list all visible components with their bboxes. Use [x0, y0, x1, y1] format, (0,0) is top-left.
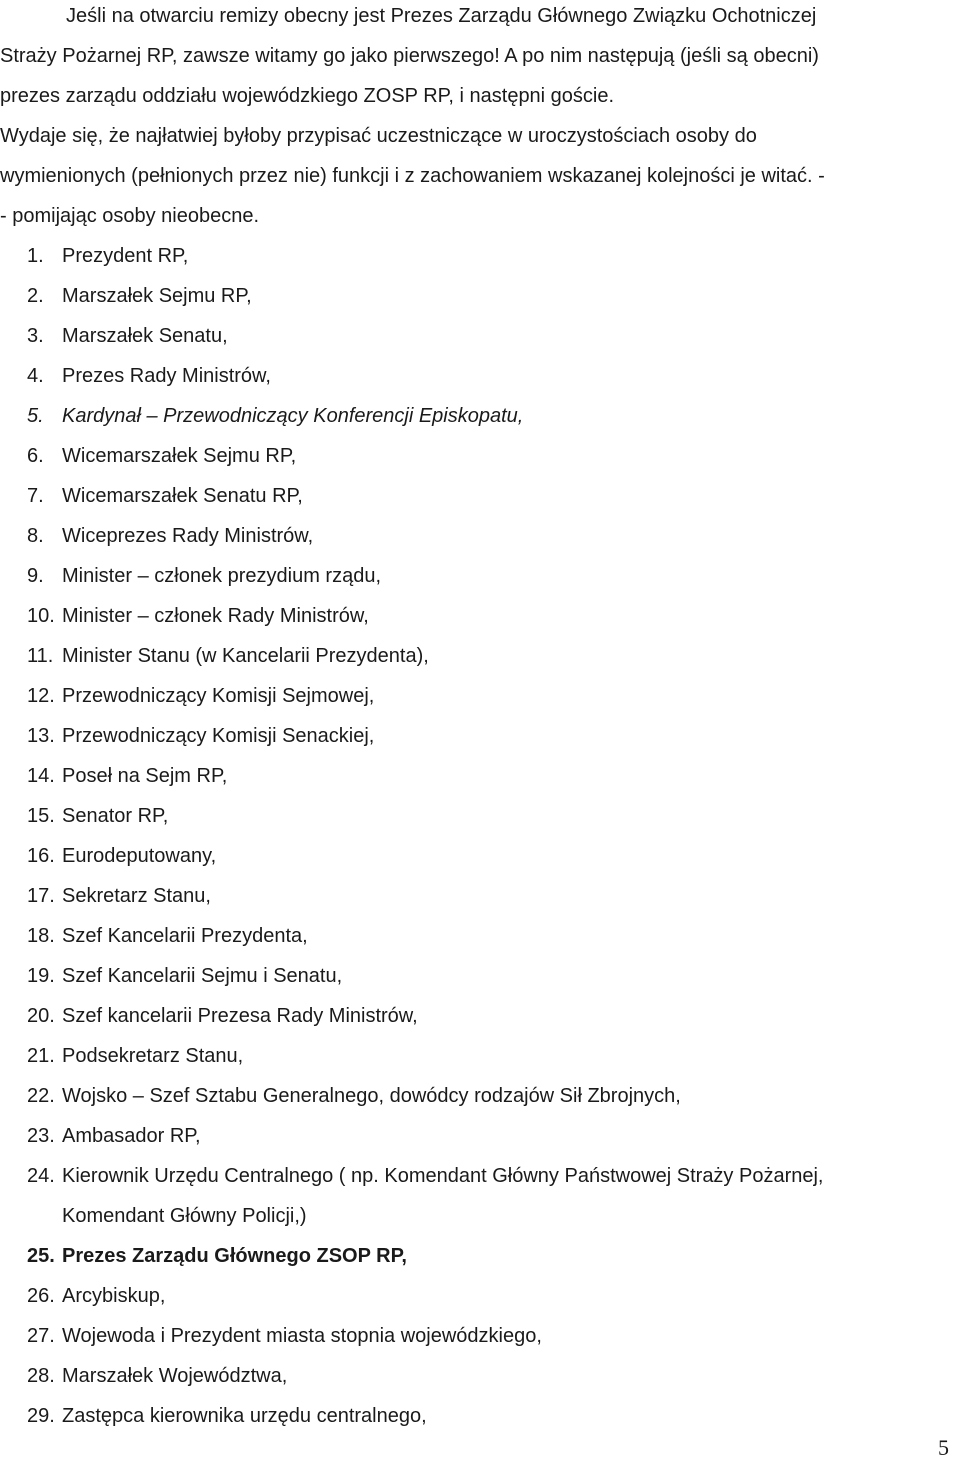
list-item: Marszałek Województwa,	[62, 1365, 288, 1387]
list-item: Zastępca kierownika urzędu centralnego,	[62, 1405, 427, 1427]
list-item-continuation: Komendant Główny Policji,)	[62, 1205, 307, 1227]
list-number: 8.	[27, 525, 44, 547]
list-number: 4.	[27, 365, 44, 387]
list-number: 1.	[27, 245, 44, 267]
list-number: 15.	[27, 805, 55, 827]
list-number: 14.	[27, 765, 55, 787]
list-number: 17.	[27, 885, 55, 907]
list-number: 26.	[27, 1285, 55, 1307]
list-number: 2.	[27, 285, 44, 307]
list-number: 28.	[27, 1365, 55, 1387]
list-number: 23.	[27, 1125, 55, 1147]
list-number: 3.	[27, 325, 44, 347]
intro-line: Wydaje się, że najłatwiej byłoby przypisać uczestniczące w uroczystościach osoby do	[0, 125, 757, 147]
list-item: Sekretarz Stanu,	[62, 885, 211, 907]
list-item: Wicemarszałek Sejmu RP,	[62, 445, 297, 467]
list-number: 16.	[27, 845, 55, 867]
list-item: Wojewoda i Prezydent miasta stopnia wojewódzkiego,	[62, 1325, 542, 1347]
list-item: Eurodeputowany,	[62, 845, 217, 867]
list-number: 18.	[27, 925, 55, 947]
intro-line: Jeśli na otwarciu remizy obecny jest Prezes Zarządu Głównego Związku Ochotniczej	[66, 5, 817, 27]
list-number: 9.	[27, 565, 44, 587]
list-item: Wojsko – Szef Sztabu Generalnego, dowódcy rodzajów Sił Zbrojnych,	[62, 1085, 681, 1107]
list-item: Prezes Zarządu Głównego ZSOP RP,	[62, 1245, 407, 1267]
list-number: 29.	[27, 1405, 55, 1427]
list-item: Arcybiskup,	[62, 1285, 166, 1307]
intro-line: - pomijając osoby nieobecne.	[0, 205, 260, 227]
intro-line: prezes zarządu oddziału wojewódzkiego ZOSP RP, i następni goście.	[0, 85, 615, 107]
list-number: 11.	[27, 645, 54, 667]
list-item: Kierownik Urzędu Centralnego ( np. Komendant Główny Państwowej Straży Pożarnej,	[62, 1165, 824, 1187]
list-number: 24.	[27, 1165, 55, 1187]
list-number: 27.	[27, 1325, 55, 1347]
list-number: 22.	[27, 1085, 55, 1107]
list-item: Szef Kancelarii Prezydenta,	[62, 925, 308, 947]
list-item: Wicemarszałek Senatu RP,	[62, 485, 303, 507]
list-number: 13.	[27, 725, 55, 747]
list-number: 21.	[27, 1045, 55, 1067]
list-item: Podsekretarz Stanu,	[62, 1045, 244, 1067]
list-item: Marszałek Sejmu RP,	[62, 285, 252, 307]
list-item: Kardynał – Przewodniczący Konferencji Episkopatu,	[62, 405, 524, 427]
list-item: Przewodniczący Komisji Senackiej,	[62, 725, 375, 747]
list-item: Przewodniczący Komisji Sejmowej,	[62, 685, 375, 707]
list-item: Minister – członek Rady Ministrów,	[62, 605, 369, 627]
list-item: Prezydent RP,	[62, 245, 189, 267]
list-item: Ambasador RP,	[62, 1125, 201, 1147]
list-number: 10.	[27, 605, 55, 627]
list-number: 20.	[27, 1005, 55, 1027]
list-item: Senator RP,	[62, 805, 169, 827]
list-number: 6.	[27, 445, 44, 467]
list-number: 5.	[27, 405, 44, 427]
list-item: Minister Stanu (w Kancelarii Prezydenta),	[62, 645, 429, 667]
list-item: Szef kancelarii Prezesa Rady Ministrów,	[62, 1005, 418, 1027]
list-item: Prezes Rady Ministrów,	[62, 365, 271, 387]
page-number: 5	[938, 1435, 949, 1460]
list-number: 25.	[27, 1245, 55, 1267]
list-item: Poseł na Sejm RP,	[62, 765, 228, 787]
list-item: Marszałek Senatu,	[62, 325, 228, 347]
list-number: 7.	[27, 485, 44, 507]
list-item: Szef Kancelarii Sejmu i Senatu,	[62, 965, 343, 987]
intro-line: Straży Pożarnej RP, zawsze witamy go jako pierwszego! A po nim następują (jeśli są obecni)	[0, 45, 819, 67]
list-item: Wiceprezes Rady Ministrów,	[62, 525, 314, 547]
list-number: 19.	[27, 965, 55, 987]
list-item: Minister – członek prezydium rządu,	[62, 565, 382, 587]
list-number: 12.	[27, 685, 55, 707]
intro-line: wymienionych (pełnionych przez nie) funkcji i z zachowaniem wskazanej kolejności je witać. -	[0, 165, 825, 187]
